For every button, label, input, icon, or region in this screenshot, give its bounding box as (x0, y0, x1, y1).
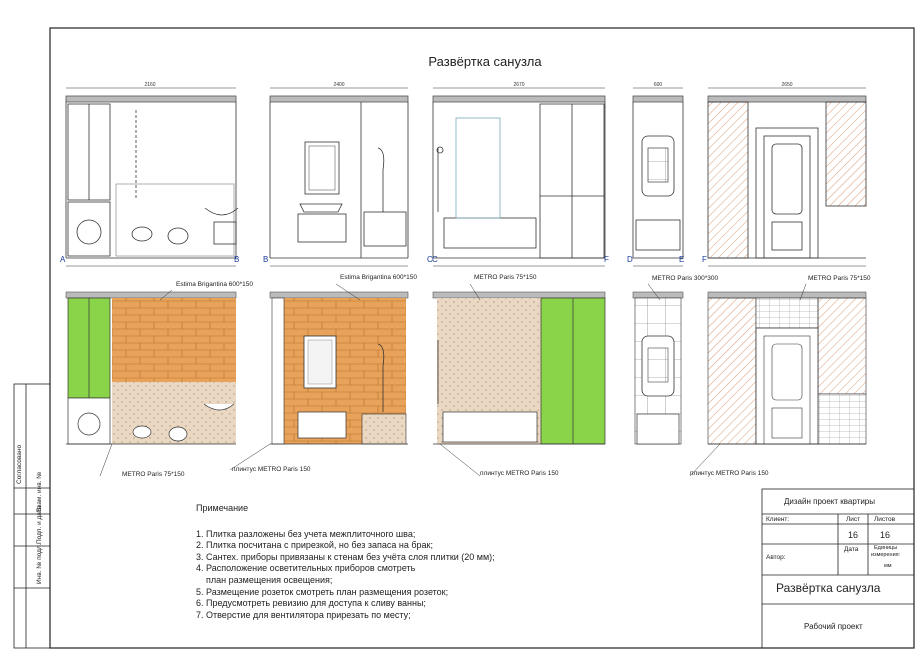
page-title: Развёртка санузла (428, 54, 542, 69)
stamp-sheet-number: 16 (848, 530, 859, 540)
elevation-b-c-color (270, 292, 408, 444)
note-item: 1. Плитка разложены без учета межплиточного шва; (196, 528, 416, 539)
stamp-units-label-1: Единицы (874, 545, 898, 551)
label-plinth-c: плинтус METRO Paris 150 (480, 470, 559, 477)
note-item: 4. Расположение осветительных приборов смотреть (196, 563, 416, 574)
dim-width-cf: 2670 (513, 82, 525, 88)
side-stamp-inventory: Инв. № подл. (36, 543, 43, 584)
dim-width-de: 600 (653, 82, 663, 88)
elevation-letter-c2: C (432, 255, 438, 264)
note-item: план размещения освещения; (196, 574, 333, 585)
elevation-letter-a: A (60, 255, 66, 264)
label-plinth-e: плинтус METRO Paris 150 (690, 470, 769, 477)
elevation-f-color (708, 292, 866, 444)
elevation-d-e-color (633, 292, 683, 444)
stamp-units-value: мм (884, 563, 892, 569)
dim-width-f: 2650 (781, 82, 793, 88)
label-tile-a-bottom: METRO Paris 75*150 (122, 471, 185, 478)
dim-width-ab: 2160 (144, 82, 156, 88)
elevation-letter-b: B (234, 255, 240, 264)
stamp-stage: Рабочий проект (804, 622, 863, 631)
label-tile-b-top: Estima Brigantina 600*150 (340, 274, 417, 281)
note-item: 6. Предусмотреть ревизию для доступа к сливу ванны; (196, 598, 426, 609)
elevation-c-f-lines (433, 96, 605, 258)
elevation-f-lines (708, 96, 866, 258)
elevation-letter-e: E (679, 255, 685, 264)
notes-header: Примечание (196, 503, 249, 513)
side-stamp-sign-date: Подп. и дата (36, 505, 43, 544)
stamp-sheets-number: 16 (880, 530, 891, 540)
elevation-c-f-color (433, 292, 605, 444)
dim-width-bc: 2400 (333, 82, 345, 88)
note-item: 5. Размещение розеток смотреть план размещения розеток; (196, 586, 449, 597)
stamp-author-label: Автор: (766, 554, 786, 561)
stamp-sheets-label: Листов (874, 516, 896, 523)
elevation-d-e-lines (633, 96, 683, 258)
label-plinth-b: плинтус METRO Paris 150 (232, 466, 311, 473)
elevation-a-b-color (66, 292, 236, 444)
stamp-drawing-title: Развёртка санузла (776, 581, 881, 595)
label-tile-c-top: METRO Paris 75*150 (474, 274, 537, 281)
note-item: 7. Отверстие для вентилятора прирезать по месту; (196, 609, 411, 620)
elevation-letter-f: F (702, 255, 707, 264)
elevation-letter-d: D (627, 255, 633, 264)
elevation-letter-b2: B (263, 255, 269, 264)
elevation-a-b-lines (66, 96, 238, 258)
elevation-b-c-lines (270, 96, 408, 258)
stamp-sheet-label: Лист (846, 516, 861, 523)
side-stamp-agreed: Согласовано (16, 444, 23, 484)
label-tile-d-top: METRO Paris 300*300 (652, 275, 719, 282)
stamp-date-label: Дата (844, 546, 859, 553)
label-tile-e-top: METRO Paris 75*150 (808, 275, 871, 282)
side-stamp (14, 384, 50, 648)
label-tile-a-top: Estima Brigantina 600*150 (176, 281, 253, 288)
stamp-project: Дизайн проект квартиры (784, 497, 875, 506)
elevation-letter-f1: F (604, 255, 609, 264)
stamp-units-label-2: измерения: (871, 552, 901, 558)
note-item: 3. Сантех. приборы привязаны к стенам без учёта слоя плитки (20 мм); (196, 551, 495, 562)
side-stamp-replaced: Взам. инв. № (36, 471, 43, 512)
notes-block (196, 503, 495, 621)
note-item: 2. Плитка посчитана с прирезкой, но без запаса на брак; (196, 540, 433, 551)
stamp-client-label: Клиент: (766, 516, 790, 523)
elevation-letter-c: C (427, 255, 433, 264)
